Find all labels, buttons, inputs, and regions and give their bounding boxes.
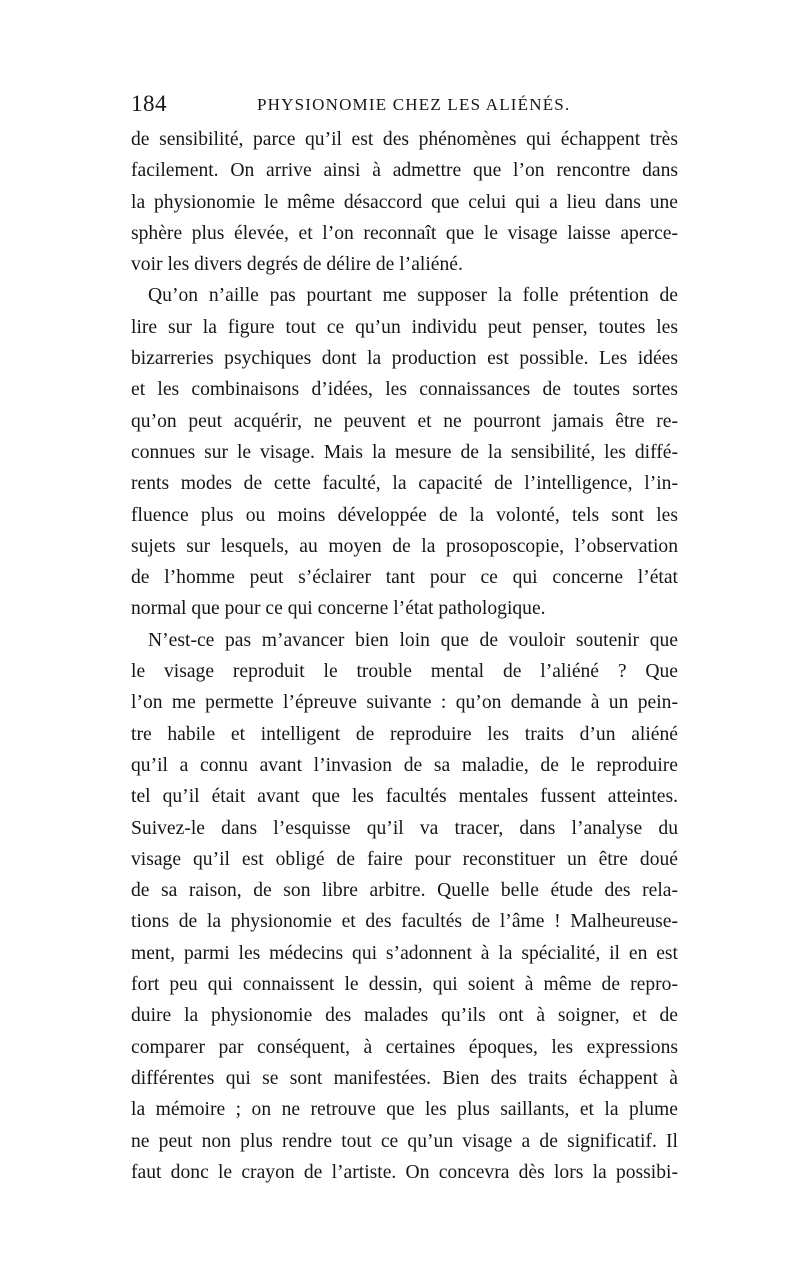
text-line: qu’on peut acquérir, ne peuvent et ne pourront jamais être re- <box>131 410 678 432</box>
text-line: l’on me permette l’épreuve suivante : qu’on demande à un pein- <box>131 692 678 714</box>
text-line: de sensibilité, parce qu’il est des phénomènes qui échappent très <box>131 129 678 150</box>
text-line: tel qu’il était avant que les facultés mentales fussent atteintes. <box>131 786 678 808</box>
running-head <box>131 90 678 118</box>
text-line: connues sur le visage. Mais la mesure de la sensibilité, les diffé- <box>131 441 678 463</box>
text-line: sujets sur lesquels, au moyen de la prosoposcopie, l’observation <box>131 535 678 557</box>
text-line: ment, parmi les médecins qui s’adonnent à la spécialité, il en est <box>131 942 678 964</box>
running-title: PHYSIONOMIE CHEZ LES ALIÉNÉS. <box>257 95 571 114</box>
text-line: qu’il a connu avant l’invasion de sa maladie, de le reproduire <box>131 754 678 776</box>
text-line: fort peu qui connaissent le dessin, qui soient à même de repro- <box>131 974 678 996</box>
text-line: lire sur la figure tout ce qu’un individu peut penser, toutes les <box>131 316 678 338</box>
text-line: N’est-ce pas m’avancer bien loin que de vouloir soutenir que <box>148 629 678 651</box>
text-line: tre habile et intelligent de reproduire les traits d’un aliéné <box>131 723 678 745</box>
text-line: normal que pour ce qui concerne l’état pathologique. <box>131 598 546 620</box>
text-line: tions de la physionomie et des facultés de l’âme ! Malheureuse- <box>131 911 678 933</box>
text-line: et les combinaisons d’idées, les connaissances de toutes sortes <box>131 379 678 401</box>
text-line: sphère plus élevée, et l’on reconnaît que le visage laisse aperce- <box>131 222 678 244</box>
page-number: 184 <box>131 91 167 116</box>
text-line: la physionomie le même désaccord que celui qui a lieu dans une <box>131 191 678 213</box>
text-line: visage qu’il est obligé de faire pour reconstituer un être doué <box>131 848 678 870</box>
text-line: duire la physionomie des malades qu’ils ont à soigner, et de <box>131 1005 678 1027</box>
text-line: Suivez-le dans l’esquisse qu’il va tracer, dans l’analyse du <box>131 817 678 839</box>
text-line: le visage reproduit le trouble mental de l’aliéné ? Que <box>131 661 678 683</box>
text-line: comparer par conséquent, à certaines époques, les expressions <box>131 1036 678 1058</box>
text-line: voir les divers degrés de délire de l’aliéné. <box>131 254 463 276</box>
text-line: Qu’on n’aille pas pourtant me supposer la folle prétention de <box>148 285 678 307</box>
text-line: facilement. On arrive ainsi à admettre que l’on rencontre dans <box>131 160 678 182</box>
text-line: rents modes de cette faculté, la capacité de l’intelligence, l’in- <box>131 473 678 495</box>
text-line: de l’homme peut s’éclairer tant pour ce qui concerne l’état <box>131 567 678 589</box>
text-line: bizarreries psychiques dont la production est possible. Les idées <box>131 348 678 370</box>
text-line: fluence plus ou moins développée de la volonté, tels sont les <box>131 504 678 526</box>
body-text <box>131 124 678 1188</box>
text-line: faut donc le crayon de l’artiste. On concevra dès lors la possibi- <box>131 1161 678 1183</box>
text-line: ne peut non plus rendre tout ce qu’un visage a de significatif. Il <box>131 1130 678 1152</box>
text-line: différentes qui se sont manifestées. Bien des traits échappent à <box>131 1067 678 1089</box>
text-line: de sa raison, de son libre arbitre. Quelle belle étude des rela- <box>131 880 678 902</box>
text-line: la mémoire ; on ne retrouve que les plus saillants, et la plume <box>131 1099 678 1121</box>
